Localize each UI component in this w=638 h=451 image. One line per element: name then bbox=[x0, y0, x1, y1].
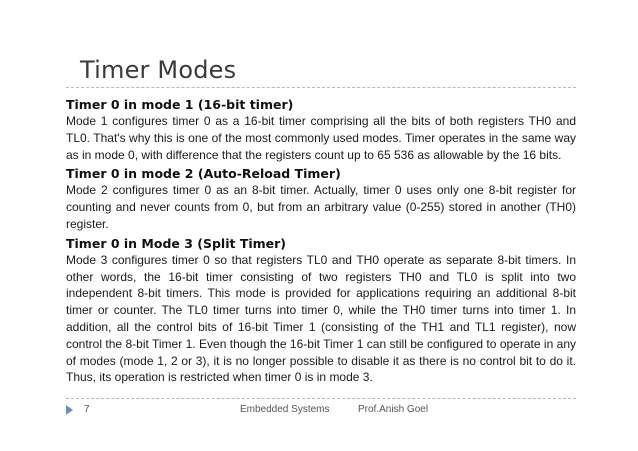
slide-footer bbox=[66, 403, 576, 419]
section-body-mode1: Mode 1 configures timer 0 as a 16-bit timer comprising all the bits of both registers TH0 and TL0. That's why this is one of the most commonly used modes. Timer operates in the same way as in mode 0, with difference that the registers count up to 65 536 as allowable by the 16 bits. bbox=[66, 114, 576, 162]
slide-title: Timer Modes bbox=[80, 56, 237, 84]
section-body-mode3: Mode 3 configures timer 0 so that registers TL0 and TH0 operate as separate 8-bit timers. In other words, the 16-bit timer consisting of two registers TH0 and TL0 is split into two independent 8-bit timers. This mode is provided for applications requiring an additional 8-bit timer or counter. The TL0 timer turns into timer 0, while the TH0 timer turns into timer 1. In addition, all the control bits of 16-bit Timer 1 (consisting of the TH1 and TL1 register), now control the 8-bit Timer 1. Even though the 16-bit Timer 1 can still be configured to operate in any of modes (mode 1, 2 or 3), it is no longer possible to disable it as there is no control bit to do it. Thus, its operation is restricted when timer 0 is in mode 3. bbox=[66, 252, 576, 385]
triangle-bullet-icon bbox=[66, 405, 73, 415]
page-number: 7 bbox=[84, 404, 90, 415]
section-body-mode2: Mode 2 configures timer 0 as an 8-bit timer. Actually, timer 0 uses only one 8-bit register for counting and never counts from 0, but from an arbitrary value (0-255) stored in another (TH0) register. bbox=[66, 183, 576, 231]
section-heading-mode3: Timer 0 in Mode 3 (Split Timer) bbox=[66, 235, 287, 251]
course-name: Embedded Systems bbox=[240, 404, 330, 415]
slide-content bbox=[66, 97, 576, 389]
section-heading-mode1: Timer 0 in mode 1 (16-bit timer) bbox=[66, 97, 294, 112]
title-divider bbox=[66, 87, 576, 88]
section-heading-mode2: Timer 0 in mode 2 (Auto-Reload Timer) bbox=[66, 166, 341, 182]
footer-divider bbox=[66, 398, 576, 399]
author-name: Prof.Anish Goel bbox=[358, 404, 429, 415]
